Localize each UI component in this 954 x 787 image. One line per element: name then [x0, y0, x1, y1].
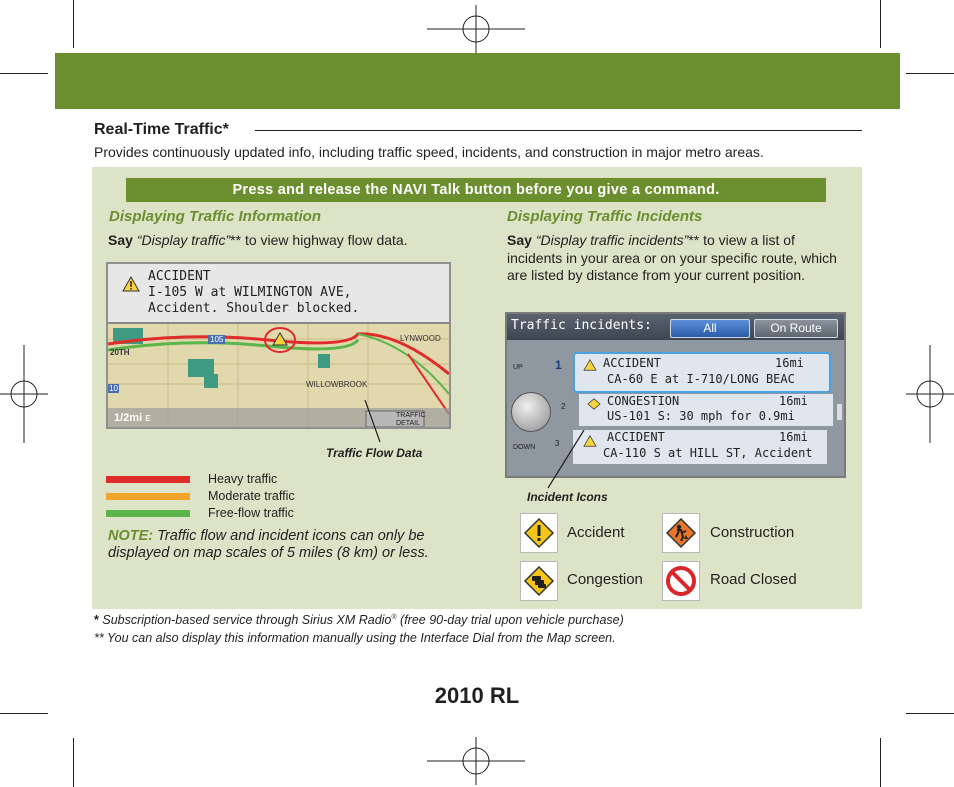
- left-say-text: [108, 232, 408, 250]
- traffic-detail-line-1: TRAFFIC: [396, 412, 426, 419]
- item-number: 1: [555, 358, 562, 372]
- traffic-map-screenshot: [106, 262, 451, 429]
- construction-label: Construction: [710, 524, 795, 541]
- incident-item[interactable]: [579, 394, 833, 426]
- scrollbar[interactable]: [837, 404, 842, 420]
- header-bar: [55, 53, 900, 109]
- section-intro: Provides continuously updated info, including traffic speed, incidents, and construction in major metro areas.: [94, 144, 764, 160]
- note-text: Traffic flow and incident icons can only be displayed on map scales of 5 miles (8 km) or less.: [108, 528, 429, 561]
- callout-line: [540, 430, 590, 490]
- say-suffix: ** to view highway flow data.: [230, 232, 408, 248]
- title-rule: [255, 130, 862, 131]
- moderate-traffic-label: Moderate traffic: [208, 489, 295, 503]
- instruction-banner: Press and release the NAVI Talk button before you give a command.: [126, 178, 826, 202]
- accident-label: Accident: [567, 524, 625, 541]
- construction-icon: [662, 513, 700, 553]
- accident-icon: [520, 513, 558, 553]
- incident-item[interactable]: [573, 430, 827, 464]
- item-number: 2: [561, 402, 566, 411]
- say-command: “Display traffic”: [136, 232, 231, 248]
- incident-type: ACCIDENT: [607, 430, 665, 444]
- registration-mark-icon: [906, 345, 954, 443]
- say-command: “Display traffic incidents”: [535, 232, 689, 248]
- freeway-shield: 10: [109, 384, 118, 393]
- scroll-up-button[interactable]: [513, 364, 523, 371]
- say-suffix: ** to view a list of incidents in your area or on your specific route, which are listed by distance from your current position.: [507, 232, 837, 283]
- crop-mark: [880, 738, 881, 787]
- registration-mark-icon: [427, 737, 525, 785]
- incident-icons-callout: Incident Icons: [527, 490, 608, 504]
- footnote-marker: *: [94, 613, 99, 627]
- free-flow-traffic-label: Free-flow traffic: [208, 506, 294, 520]
- model-year-label: 2010 RL: [434, 683, 520, 708]
- crop-mark: [906, 73, 954, 74]
- warning-icon: [122, 276, 140, 292]
- left-heading: Displaying Traffic Information: [109, 208, 321, 225]
- crop-mark: [0, 73, 48, 74]
- list-title: Traffic incidents:: [511, 318, 652, 333]
- incident-description: US-101 S: 30 mph for 0.9mi: [607, 409, 795, 423]
- congestion-icon: [520, 561, 558, 601]
- road-closed-label: Road Closed: [710, 571, 797, 588]
- right-heading: Displaying Traffic Incidents: [507, 208, 703, 225]
- footnote-1: [94, 613, 624, 627]
- alert-box: [108, 264, 449, 324]
- traffic-detail-button[interactable]: [396, 412, 426, 428]
- crop-mark: [0, 713, 48, 714]
- callout-line: [360, 400, 390, 445]
- down-label: DOWN: [513, 444, 536, 451]
- city-label: WILLOWBROOK: [306, 380, 368, 389]
- incident-distance: 16mi: [779, 430, 808, 444]
- incident-description: CA-110 S at HILL ST, Accident: [603, 446, 813, 460]
- crop-mark: [73, 738, 74, 787]
- free-flow-traffic-swatch: [106, 510, 190, 517]
- say-word: Say: [507, 232, 532, 248]
- registration-mark-icon: [427, 5, 525, 53]
- crop-mark: [73, 0, 74, 48]
- incident-distance: 16mi: [775, 356, 804, 370]
- alert-title: ACCIDENT: [148, 269, 211, 284]
- street-label: 20TH: [110, 348, 130, 357]
- traffic-detail-line-2: DETAIL: [396, 420, 420, 427]
- registered-mark: ®: [391, 613, 397, 621]
- note: [108, 528, 458, 562]
- item-number: 3: [555, 439, 560, 448]
- incident-distance: 16mi: [779, 394, 808, 408]
- scale-unit: E: [145, 414, 151, 423]
- city-label: LYNWOOD: [400, 334, 441, 343]
- list-title-bar: [507, 314, 844, 340]
- incident-type: ACCIDENT: [603, 356, 661, 370]
- moderate-traffic-swatch: [106, 493, 190, 500]
- heavy-traffic-label: Heavy traffic: [208, 472, 278, 486]
- interface-dial[interactable]: [511, 392, 551, 432]
- heavy-traffic-swatch: [106, 476, 190, 483]
- congestion-label: Congestion: [567, 571, 643, 588]
- freeway-shield: 105: [210, 335, 224, 344]
- right-say-text: [507, 232, 837, 285]
- incident-description: CA-60 E at I-710/LONG BEAC: [607, 372, 795, 386]
- section-title: Real-Time Traffic*: [94, 121, 229, 138]
- traffic-flow-callout: Traffic Flow Data: [326, 446, 423, 460]
- registration-mark-icon: [0, 345, 48, 443]
- incident-type: CONGESTION: [607, 394, 680, 408]
- footnote-1-text: Subscription-based service through Sirius XM Radio: [102, 613, 392, 627]
- footnote-2: ** You can also display this information manually using the Interface Dial from the Map screen.: [94, 631, 616, 645]
- alert-line-2: Accident. Shoulder blocked.: [148, 301, 360, 316]
- road-closed-icon: [662, 561, 700, 601]
- warning-icon: [583, 359, 597, 371]
- scroll-down-button[interactable]: [513, 444, 535, 451]
- note-label: NOTE:: [108, 528, 154, 544]
- tab-all[interactable]: All: [670, 319, 750, 338]
- scale-value: 1/2mi: [114, 412, 143, 424]
- congestion-icon: [587, 398, 601, 410]
- say-word: Say: [108, 232, 133, 248]
- map-scale: [114, 412, 151, 424]
- crop-mark: [880, 0, 881, 48]
- up-label: UP: [513, 364, 523, 371]
- footnote-1-tail: (free 90-day trial upon vehicle purchase): [396, 613, 624, 627]
- crop-mark: [906, 713, 954, 714]
- tab-on-route[interactable]: On Route: [754, 319, 838, 338]
- incident-item[interactable]: [573, 352, 831, 393]
- alert-line-1: I-105 W at WILMINGTON AVE,: [148, 285, 352, 300]
